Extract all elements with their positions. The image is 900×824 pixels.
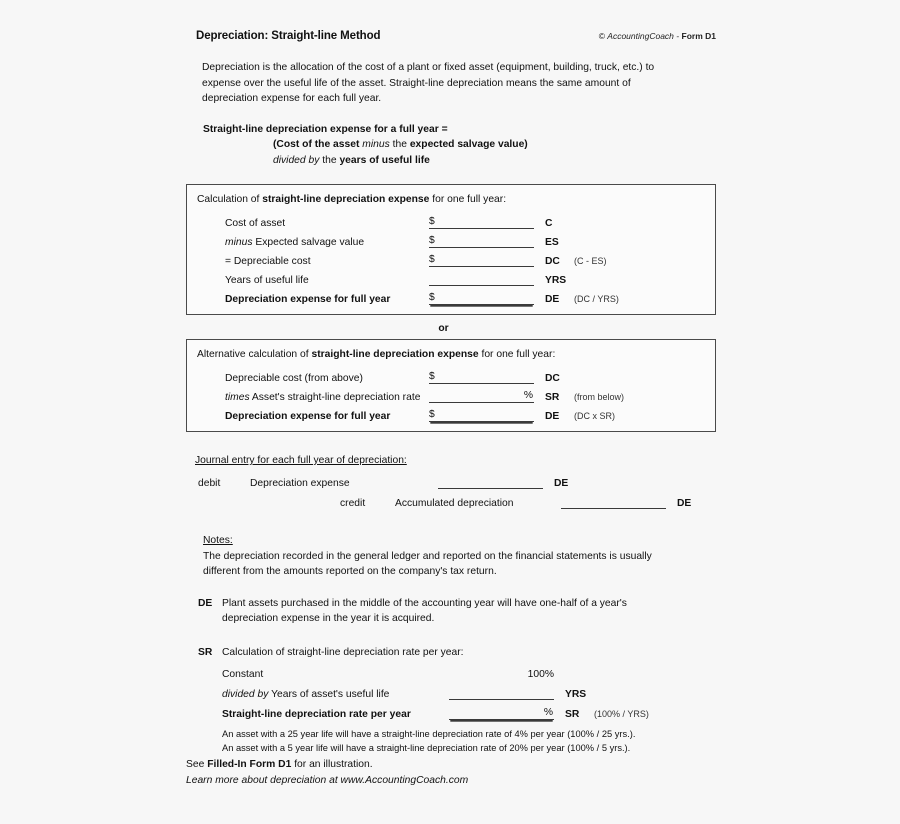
- calc-row-code: YRS: [545, 275, 567, 286]
- calc-row-label-text: Depreciable cost (from above): [225, 373, 363, 384]
- calc-row: [197, 248, 705, 267]
- journal-debit-account: Depreciation expense: [250, 478, 350, 489]
- calc-row-label-text: Depreciation expense for full year: [225, 411, 391, 422]
- sr-footnote-2: An asset with a 5 year life will have a straight-line depreciation rate of 20% per year (100% / 5 yrs.).: [222, 742, 631, 753]
- box1-title-pre: Calculation of: [197, 194, 260, 205]
- calculation-box-primary: [186, 184, 716, 315]
- sr-label-text: Constant: [222, 669, 264, 680]
- box2-title-pre: Alternative calculation of: [197, 349, 309, 360]
- calc-row-code: DE: [545, 294, 560, 305]
- page-title: Depreciation: Straight-line Method: [196, 30, 381, 42]
- dollar-sign: $: [429, 292, 435, 303]
- footer-learn-more[interactable]: Learn more about depreciation at www.AccountingCoach.com: [186, 774, 469, 786]
- calc-row-label-text: Asset's straight-line depreciation rate: [251, 392, 421, 403]
- note-sr-body: [222, 645, 692, 756]
- calc-row-note: (C - ES): [574, 256, 607, 266]
- calc-row-code: SR: [545, 392, 560, 403]
- sr-rows: [222, 661, 692, 720]
- calc-row-code: DC: [545, 256, 560, 267]
- formula-line-1: Straight-line depreciation expense for a full year =: [203, 123, 448, 135]
- formula-line2-the: the: [392, 139, 407, 150]
- calc-row-code: ES: [545, 237, 559, 248]
- journal-credit-row: [195, 490, 716, 509]
- calc-row-label-italic: times: [225, 392, 250, 403]
- journal-debit-code: DE: [554, 478, 569, 489]
- journal-debit-row: [195, 470, 716, 489]
- intro-paragraph: Depreciation is the allocation of the cost of a plant or fixed asset (equipment, building, truck, etc.) to expense over the useful life of the asset. Straight-line depreciation means the same amount of depreciation expense for each full year.: [202, 62, 655, 104]
- formula-line2-c: expected salvage value): [409, 139, 528, 150]
- sr-footnote-1: An asset with a 25 year life will have a straight-line depreciation rate of 4% per year (100% / 25 yrs.).: [222, 729, 636, 739]
- calc-row: [197, 229, 705, 248]
- sr-calc-row-label: [222, 689, 449, 700]
- box1-rows: [197, 210, 705, 305]
- journal-entry-section: [186, 452, 716, 509]
- journal-credit-account: Accumulated depreciation: [395, 498, 514, 509]
- calc-row-label: [197, 237, 429, 248]
- journal-debit-label: debit: [198, 478, 221, 489]
- note-de-tag: DE: [198, 597, 213, 609]
- box1-title-post: for one full year:: [432, 194, 507, 205]
- notes-title: Notes:: [203, 535, 233, 546]
- dollar-sign: $: [429, 371, 435, 382]
- box2-title-post: for one full year:: [481, 349, 556, 360]
- calc-row-code: DE: [545, 411, 560, 422]
- dollar-sign: $: [429, 216, 435, 227]
- calc-row: [197, 210, 705, 229]
- percent-sign: %: [523, 390, 533, 401]
- sr-calc-row: [222, 661, 692, 680]
- formula-line-2: [203, 137, 716, 153]
- calc-row-label-text: Depreciation expense for full year: [225, 294, 391, 305]
- form-footer: [186, 757, 468, 788]
- calc-row-note: (DC x SR): [574, 411, 615, 421]
- footer-see-post: for an illustration.: [294, 759, 373, 770]
- notes-paragraph: The depreciation recorded in the general ledger and reported on the financial statements is usually different from the amounts reported on the company's tax return.: [203, 550, 652, 577]
- form-number: Form D1: [681, 31, 716, 41]
- sr-label-italic: divided by: [222, 689, 269, 700]
- calc-row-input-blank[interactable]: [429, 289, 534, 305]
- form-sheet: [186, 30, 716, 755]
- calc-row-input-blank[interactable]: [429, 251, 534, 267]
- calc-row-label-text: Expected salvage value: [255, 237, 365, 248]
- dollar-sign: $: [429, 235, 435, 246]
- formula-block: [186, 122, 716, 169]
- journal-debit-amount-blank[interactable]: [438, 474, 543, 489]
- note-sr-tag: SR: [198, 646, 213, 658]
- calc-row-code: C: [545, 218, 553, 229]
- footer-see-pre: See: [186, 759, 205, 770]
- calc-row-label: [197, 218, 429, 229]
- note-sr-heading: Calculation of straight-line depreciation rate per year:: [222, 646, 464, 658]
- calc-row-note: (from below): [574, 392, 625, 402]
- calc-row: [197, 384, 705, 403]
- box1-title: [197, 192, 705, 208]
- sr-calc-row-label: [222, 709, 449, 720]
- copyright-credit: [599, 31, 716, 41]
- box1-title-bold: straight-line depreciation expense: [262, 194, 430, 205]
- calc-row-input-blank[interactable]: [429, 368, 534, 384]
- formula-line3-b: years of useful life: [339, 154, 430, 166]
- calc-row: [197, 403, 705, 422]
- formula-line-3: [203, 153, 716, 169]
- sr-row-code: YRS: [565, 689, 587, 700]
- form-header: [186, 30, 716, 42]
- calc-row-label-text: Cost of asset: [225, 218, 286, 229]
- calc-row-label-italic: minus: [225, 237, 253, 248]
- calc-row-label: [197, 294, 429, 305]
- credit-separator: -: [676, 31, 680, 41]
- dollar-sign: $: [429, 409, 435, 420]
- calc-row: [197, 286, 705, 305]
- note-de-text: Plant assets purchased in the middle of the accounting year will have one-half of a year's depreciation expense in the year it is acquired.: [222, 597, 627, 624]
- calc-row-label-text: Years of useful life: [225, 275, 309, 286]
- footer-form-link[interactable]: Filled-In Form D1: [207, 759, 292, 770]
- calc-row-input-blank[interactable]: [429, 232, 534, 248]
- journal-credit-label: credit: [340, 498, 366, 509]
- calc-row-label: [197, 392, 429, 403]
- sr-input-blank[interactable]: [449, 704, 554, 720]
- calc-row-note: (DC / YRS): [574, 294, 619, 304]
- formula-line3-the: the: [322, 154, 337, 166]
- note-de-block: [186, 596, 716, 627]
- calc-row-input-blank[interactable]: [429, 213, 534, 229]
- calc-row: [197, 365, 705, 384]
- copyright-symbol: ©: [598, 31, 605, 41]
- calc-row-label: [197, 373, 429, 384]
- journal-credit-code: DE: [677, 498, 692, 509]
- note-sr-block: [186, 645, 716, 756]
- box2-title: [197, 347, 705, 363]
- calc-row: [197, 267, 705, 286]
- calc-row-label: [197, 411, 429, 422]
- dollar-sign: $: [429, 254, 435, 265]
- sr-footnotes: [222, 728, 692, 755]
- sr-calc-row-label: [222, 669, 449, 680]
- sr-label-text: Straight-line depreciation rate per year: [222, 709, 411, 720]
- sr-input-blank[interactable]: [449, 684, 554, 700]
- sr-row-code: SR: [565, 709, 580, 720]
- calc-row-label: [197, 256, 429, 267]
- formula-line3-dividedby: divided by: [273, 154, 320, 166]
- notes-section: [186, 533, 673, 580]
- calculation-box-alternative: [186, 339, 716, 432]
- calc-row-code: DC: [545, 373, 560, 384]
- sr-row-note: (100% / YRS): [594, 709, 649, 719]
- percent-sign: %: [543, 707, 553, 718]
- sr-calc-row: [222, 681, 692, 700]
- or-separator: or: [438, 323, 449, 334]
- calc-row-input-blank[interactable]: [429, 406, 534, 422]
- calc-row-label-text: = Depreciable cost: [225, 256, 311, 267]
- journal-title: Journal entry for each full year of depreciation:: [195, 455, 407, 466]
- calc-row-label: [197, 275, 429, 286]
- box2-rows: [197, 365, 705, 422]
- calc-row-input-blank[interactable]: [429, 387, 534, 403]
- journal-credit-amount-blank[interactable]: [561, 494, 666, 509]
- sr-constant-value: 100%: [527, 669, 554, 680]
- brand-name: AccountingCoach: [607, 31, 674, 41]
- calc-row-input-blank[interactable]: [429, 270, 534, 286]
- formula-line2-a: (Cost of the asset: [273, 139, 360, 150]
- footer-see-line: [186, 757, 468, 773]
- box2-title-bold: straight-line depreciation expense: [311, 349, 479, 360]
- sr-calc-row: [222, 701, 692, 720]
- formula-line2-minus: minus: [362, 139, 390, 150]
- sr-label-text: Years of asset's useful life: [271, 689, 390, 700]
